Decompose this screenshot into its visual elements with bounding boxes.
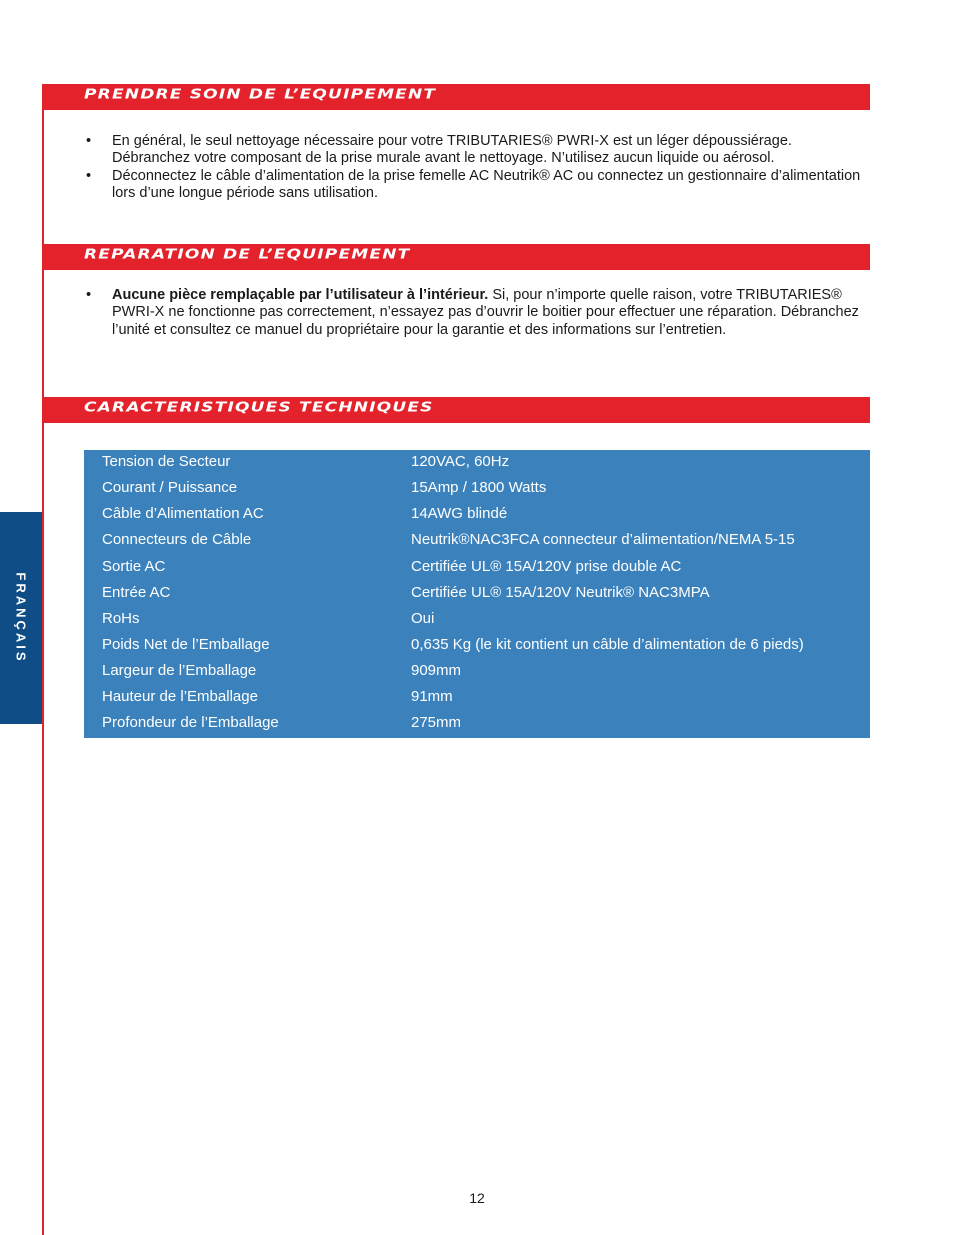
- section-title-repair: REPARATION DE L’EQUIPEMENT: [84, 247, 411, 263]
- spec-label: Hauteur de l’Emballage: [102, 688, 258, 705]
- spec-value: Neutrik®NAC3FCA connecteur d’alimentation/NEMA 5-15: [411, 531, 795, 548]
- spec-value: Oui: [411, 610, 435, 627]
- section-header-specs: [42, 397, 870, 423]
- spec-value: Certifiée UL® 15A/120V prise double AC: [411, 558, 682, 575]
- section-header-care: [42, 84, 870, 110]
- spec-label: Sortie AC: [102, 558, 166, 575]
- spec-label: Tension de Secteur: [102, 453, 231, 470]
- section-title-care: PRENDRE SOIN DE L’EQUIPEMENT: [84, 87, 437, 103]
- spec-label: Connecteurs de Câble: [102, 531, 252, 548]
- care-bullet-list: [84, 133, 874, 202]
- spec-value: 275mm: [411, 714, 462, 731]
- spec-label: Poids Net de l’Emballage: [102, 636, 270, 653]
- spec-label: RoHs: [102, 610, 140, 627]
- page-number: 12: [469, 1190, 485, 1206]
- spec-value: 15Amp / 1800 Watts: [411, 479, 547, 496]
- specs-table: [84, 450, 870, 738]
- list-item: • En général, le seul nettoyage nécessaire pour votre TRIBUTARIES® PWRI-X est un léger dépoussiérage. Débranchez votre composant de la prise murale avant le nettoyage. N’utilisez aucun liquide ou aérosol.: [84, 133, 874, 168]
- spec-label: Largeur de l’Emballage: [102, 662, 257, 679]
- table-row: [84, 659, 870, 685]
- section-header-repair: [42, 244, 870, 270]
- spec-label: Câble d’Alimentation AC: [102, 505, 264, 522]
- spec-value: 909mm: [411, 662, 462, 679]
- list-item: • Déconnectez le câble d’alimentation de la prise femelle AC Neutrik® AC ou connectez un gestionnaire d’alimentation lors d’une longue période sans utilisation.: [84, 168, 874, 203]
- table-row: [84, 581, 870, 607]
- repair-bullet-text: Si, pour n’importe quelle raison, votre TRIBUTARIES® PWRI-X ne fonctionne pas correctement, n’essayez pas d’ouvrir le boitier pour effectuer une réparation. Débranchez l’unité et consultez ce manuel du propriétaire pour la garantie et des informations sur l’entretien.: [112, 287, 859, 338]
- language-tab-label: FRANÇAIS: [13, 572, 29, 664]
- spec-label: Profondeur de l’Emballage: [102, 714, 279, 731]
- table-row: [84, 711, 870, 737]
- spec-label: Courant / Puissance: [102, 479, 238, 496]
- language-tab: [0, 512, 42, 724]
- table-row: [84, 450, 870, 476]
- table-row: [84, 633, 870, 659]
- table-row: [84, 476, 870, 502]
- spec-label: Entrée AC: [102, 584, 171, 601]
- repair-bullet-list: [84, 287, 874, 339]
- spec-value: 91mm: [411, 688, 453, 705]
- spec-value: 14AWG blindé: [411, 505, 508, 522]
- spec-value: Certifiée UL® 15A/120V Neutrik® NAC3MPA: [411, 584, 710, 601]
- table-row: [84, 555, 870, 581]
- table-row: [84, 607, 870, 633]
- section-title-specs: CARACTERISTIQUES TECHNIQUES: [84, 400, 434, 416]
- spec-value: 120VAC, 60Hz: [411, 453, 510, 470]
- table-row: [84, 502, 870, 528]
- list-item: [84, 287, 874, 339]
- repair-bullet-bold: Aucune pièce remplaçable par l’utilisateur à l’intérieur.: [112, 287, 489, 303]
- table-row: [84, 528, 870, 554]
- spec-value: 0,635 Kg (le kit contient un câble d’alimentation de 6 pieds): [411, 636, 804, 653]
- table-row: [84, 685, 870, 711]
